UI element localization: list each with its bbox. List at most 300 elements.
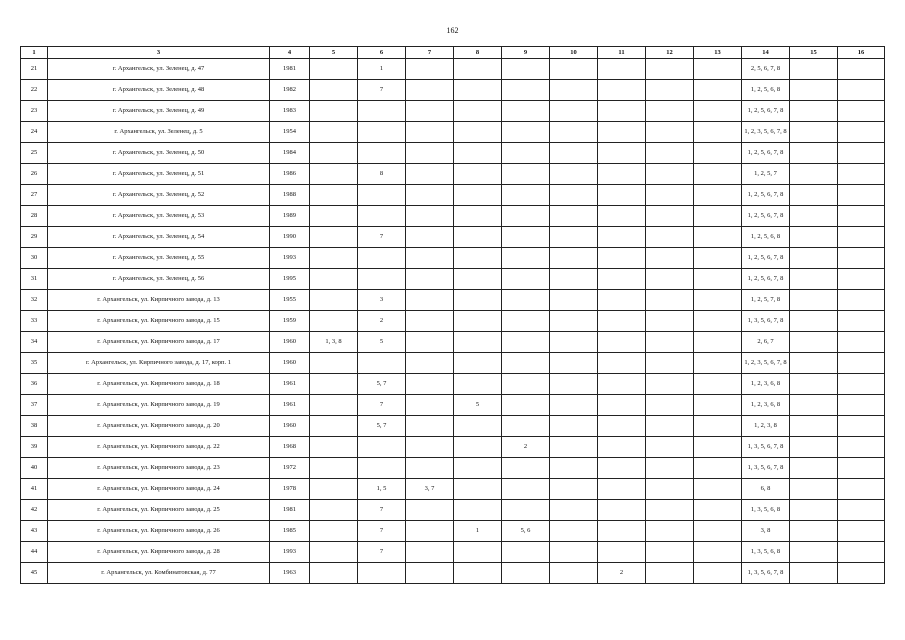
table-cell: г. Архангельск, ул. Кирпичного завода, д. 23 (48, 458, 270, 479)
table-cell (598, 227, 646, 248)
table-cell (598, 500, 646, 521)
table-cell (646, 80, 694, 101)
table-cell (838, 542, 885, 563)
table-cell (838, 416, 885, 437)
table-row (21, 164, 885, 185)
table-cell (838, 563, 885, 584)
table-cell (598, 290, 646, 311)
column-header: 6 (358, 47, 406, 59)
table-cell (646, 227, 694, 248)
table-cell (550, 164, 598, 185)
table-cell: 1960 (270, 416, 310, 437)
table-cell (838, 479, 885, 500)
table-cell: 7 (358, 542, 406, 563)
table-cell (694, 290, 742, 311)
table-cell: 1995 (270, 269, 310, 290)
table-cell (694, 332, 742, 353)
table-cell (406, 332, 454, 353)
table-cell (406, 311, 454, 332)
table-cell (598, 59, 646, 80)
table-cell (694, 458, 742, 479)
table-cell (406, 164, 454, 185)
table-cell (502, 416, 550, 437)
table-cell (310, 164, 358, 185)
table-cell (502, 311, 550, 332)
table-cell: 32 (21, 290, 48, 311)
table-cell (454, 542, 502, 563)
table-cell (454, 437, 502, 458)
table-cell (790, 80, 838, 101)
table-cell: 1 (454, 521, 502, 542)
table-cell (550, 80, 598, 101)
column-header: 5 (310, 47, 358, 59)
table-row (21, 206, 885, 227)
table-cell: г. Архангельск, ул. Зеленец, д. 55 (48, 248, 270, 269)
table-cell (790, 458, 838, 479)
table-cell (454, 227, 502, 248)
table-cell (406, 290, 454, 311)
column-header: 7 (406, 47, 454, 59)
table-cell (502, 80, 550, 101)
table-cell: 26 (21, 164, 48, 185)
table-cell: г. Архангельск, ул. Зеленец, д. 52 (48, 185, 270, 206)
table-cell (646, 164, 694, 185)
table-cell (550, 332, 598, 353)
table-cell (598, 521, 646, 542)
table-cell (790, 542, 838, 563)
table-cell (406, 101, 454, 122)
table-row (21, 101, 885, 122)
table-cell (838, 101, 885, 122)
table-cell: 1993 (270, 542, 310, 563)
table-cell (358, 269, 406, 290)
table-cell (838, 521, 885, 542)
table-cell: 40 (21, 458, 48, 479)
table-cell: 1, 2, 3, 5, 6, 7, 8 (742, 353, 790, 374)
table-cell: 7 (358, 80, 406, 101)
table-cell (694, 521, 742, 542)
table-cell (406, 521, 454, 542)
table-cell: г. Архангельск, ул. Зеленец, д. 48 (48, 80, 270, 101)
table-cell: г. Архангельск, ул. Кирпичного завода, д. 20 (48, 416, 270, 437)
table-cell (646, 122, 694, 143)
table-cell (406, 500, 454, 521)
table-cell: 29 (21, 227, 48, 248)
table-cell (790, 164, 838, 185)
table-cell: 28 (21, 206, 48, 227)
table-cell (454, 122, 502, 143)
table-cell (598, 206, 646, 227)
table-cell (358, 563, 406, 584)
table-cell: 1, 3, 5, 6, 8 (742, 500, 790, 521)
table-cell: 1984 (270, 143, 310, 164)
table-cell: 2 (598, 563, 646, 584)
table-cell (550, 395, 598, 416)
table-cell (502, 500, 550, 521)
table-cell (550, 59, 598, 80)
table-cell (646, 59, 694, 80)
table-cell: г. Архангельск, ул. Зеленец, д. 50 (48, 143, 270, 164)
table-cell (454, 101, 502, 122)
table-cell (838, 206, 885, 227)
table-cell (598, 248, 646, 269)
table-cell: 33 (21, 311, 48, 332)
table-cell (646, 374, 694, 395)
table-cell (406, 248, 454, 269)
table-cell (646, 353, 694, 374)
table-cell (310, 395, 358, 416)
table-cell (310, 416, 358, 437)
table-cell (646, 269, 694, 290)
table-cell (694, 437, 742, 458)
table-cell (406, 374, 454, 395)
table-cell: 21 (21, 59, 48, 80)
table-cell (358, 248, 406, 269)
table-row (21, 59, 885, 80)
table-row (21, 332, 885, 353)
table-cell (550, 143, 598, 164)
table-cell (550, 479, 598, 500)
table-row (21, 374, 885, 395)
table-row (21, 248, 885, 269)
table-cell (550, 269, 598, 290)
table-row (21, 521, 885, 542)
table-cell: 3, 7 (406, 479, 454, 500)
table-cell (550, 500, 598, 521)
table-row (21, 269, 885, 290)
column-header: 11 (598, 47, 646, 59)
table-cell (694, 248, 742, 269)
table-cell (406, 185, 454, 206)
column-header: 4 (270, 47, 310, 59)
table-cell (550, 416, 598, 437)
table-cell: 1, 2, 5, 6, 7, 8 (742, 185, 790, 206)
table-cell (790, 290, 838, 311)
table-cell (838, 248, 885, 269)
table-cell (790, 353, 838, 374)
table-cell (694, 122, 742, 143)
table-cell (406, 227, 454, 248)
table-cell (310, 290, 358, 311)
table-cell: 1960 (270, 353, 310, 374)
table-cell (406, 563, 454, 584)
table-cell (502, 164, 550, 185)
table-cell (694, 206, 742, 227)
table-cell (550, 437, 598, 458)
table-cell (550, 563, 598, 584)
table-cell (310, 80, 358, 101)
table-cell (550, 248, 598, 269)
table-cell: 1, 3, 8 (310, 332, 358, 353)
table-cell (790, 563, 838, 584)
table-cell (310, 269, 358, 290)
column-header: 1 (21, 47, 48, 59)
table-cell (598, 437, 646, 458)
table-cell (310, 248, 358, 269)
table-cell (838, 437, 885, 458)
table-cell: 1, 3, 5, 6, 7, 8 (742, 563, 790, 584)
table-cell: 1 (358, 59, 406, 80)
table-cell (502, 248, 550, 269)
table-cell (694, 416, 742, 437)
table-cell: 1990 (270, 227, 310, 248)
table-cell (790, 374, 838, 395)
table-cell: 31 (21, 269, 48, 290)
table-cell: 27 (21, 185, 48, 206)
table-cell (358, 101, 406, 122)
table-cell: 1, 2, 5, 6, 8 (742, 80, 790, 101)
table-cell: 34 (21, 332, 48, 353)
table-cell (694, 374, 742, 395)
table-cell (310, 353, 358, 374)
page-number: 162 (446, 26, 459, 35)
table-cell (358, 458, 406, 479)
table-cell: 43 (21, 521, 48, 542)
table-cell (454, 353, 502, 374)
table-cell (406, 143, 454, 164)
table-cell (790, 227, 838, 248)
table-cell (646, 185, 694, 206)
table-cell (838, 269, 885, 290)
table-cell (454, 458, 502, 479)
table-cell: г. Архангельск, ул. Кирпичного завода, д. 22 (48, 437, 270, 458)
table-cell: 1981 (270, 500, 310, 521)
table-cell (550, 311, 598, 332)
table-cell (454, 248, 502, 269)
table-cell (502, 101, 550, 122)
column-header: 15 (790, 47, 838, 59)
table-cell: 23 (21, 101, 48, 122)
table-row (21, 122, 885, 143)
table-cell: 1989 (270, 206, 310, 227)
table-cell (790, 143, 838, 164)
table-cell (646, 332, 694, 353)
table-cell: г. Архангельск, ул. Кирпичного завода, д. 28 (48, 542, 270, 563)
table-cell (406, 416, 454, 437)
table-cell (838, 164, 885, 185)
table-cell (502, 269, 550, 290)
table-cell (310, 521, 358, 542)
table-cell: 44 (21, 542, 48, 563)
table-row (21, 227, 885, 248)
table-cell (454, 290, 502, 311)
table-cell (454, 311, 502, 332)
table-cell (454, 59, 502, 80)
table-cell: 45 (21, 563, 48, 584)
table-cell (310, 122, 358, 143)
table-cell: г. Архангельск, ул. Кирпичного завода, д. 13 (48, 290, 270, 311)
table-cell (694, 563, 742, 584)
table-cell (598, 80, 646, 101)
table-cell (598, 164, 646, 185)
table-cell (406, 206, 454, 227)
table-cell: 2 (358, 311, 406, 332)
table-cell (646, 206, 694, 227)
table-cell: 5, 7 (358, 416, 406, 437)
table-cell: г. Архангельск, ул. Зеленец, д. 51 (48, 164, 270, 185)
table-cell (502, 563, 550, 584)
table-cell (598, 374, 646, 395)
table-cell (406, 80, 454, 101)
table-cell (838, 374, 885, 395)
table-cell (790, 101, 838, 122)
table-cell (502, 479, 550, 500)
table-cell (406, 437, 454, 458)
table-cell: 1955 (270, 290, 310, 311)
table-cell: 1, 5 (358, 479, 406, 500)
column-header: 12 (646, 47, 694, 59)
table-cell (694, 269, 742, 290)
table-cell: 1, 2, 3, 5, 6, 7, 8 (742, 122, 790, 143)
table-cell: 1961 (270, 395, 310, 416)
table-cell (406, 395, 454, 416)
table-cell (598, 332, 646, 353)
table-cell (502, 395, 550, 416)
table-cell (838, 59, 885, 80)
table-cell (550, 185, 598, 206)
table-cell: 38 (21, 416, 48, 437)
column-header: 14 (742, 47, 790, 59)
table-cell (694, 353, 742, 374)
table-cell (694, 311, 742, 332)
table-cell (310, 227, 358, 248)
table-cell (358, 206, 406, 227)
table-cell: 1, 2, 5, 6, 7, 8 (742, 206, 790, 227)
table-cell: г. Архангельск, ул. Зеленец, д. 56 (48, 269, 270, 290)
table-row (21, 395, 885, 416)
table-cell (646, 542, 694, 563)
table-cell (838, 185, 885, 206)
table-cell: г. Архангельск, ул. Кирпичного завода, д. 15 (48, 311, 270, 332)
table-cell (598, 143, 646, 164)
column-header: 8 (454, 47, 502, 59)
table-cell (598, 122, 646, 143)
table-cell (310, 500, 358, 521)
table-cell (454, 80, 502, 101)
table-cell (646, 500, 694, 521)
table-cell (694, 479, 742, 500)
table-cell (694, 500, 742, 521)
table-cell: 3 (358, 290, 406, 311)
table-cell (790, 59, 838, 80)
table-cell (502, 332, 550, 353)
table-cell: 1, 2, 3, 8 (742, 416, 790, 437)
table-cell (790, 122, 838, 143)
table-cell: 1978 (270, 479, 310, 500)
table-cell (790, 395, 838, 416)
table-cell: 1960 (270, 332, 310, 353)
table-cell: 7 (358, 521, 406, 542)
table-cell: 1961 (270, 374, 310, 395)
table-row (21, 437, 885, 458)
table-cell: 39 (21, 437, 48, 458)
table-cell: 1, 3, 5, 6, 7, 8 (742, 458, 790, 479)
table-cell: 1959 (270, 311, 310, 332)
table-cell: 30 (21, 248, 48, 269)
table-cell: г. Архангельск, ул. Зеленец, д. 53 (48, 206, 270, 227)
table-cell (694, 227, 742, 248)
table-cell: 1985 (270, 521, 310, 542)
table-cell (358, 437, 406, 458)
table-cell (406, 353, 454, 374)
table-cell (550, 542, 598, 563)
column-header: 10 (550, 47, 598, 59)
table-cell (598, 458, 646, 479)
table-cell (310, 437, 358, 458)
table-cell: 1972 (270, 458, 310, 479)
table-cell: 5, 7 (358, 374, 406, 395)
table-cell (646, 248, 694, 269)
table-cell: 5, 6 (502, 521, 550, 542)
table-row (21, 311, 885, 332)
table-cell: 7 (358, 395, 406, 416)
table-cell (646, 416, 694, 437)
table-row (21, 542, 885, 563)
table-cell (454, 269, 502, 290)
column-header: 9 (502, 47, 550, 59)
table-cell (646, 479, 694, 500)
table-row (21, 416, 885, 437)
table-cell (838, 122, 885, 143)
table-cell: 1, 2, 5, 6, 7, 8 (742, 143, 790, 164)
table-cell (406, 59, 454, 80)
table-cell (358, 122, 406, 143)
table-cell (838, 311, 885, 332)
table-cell: 3, 8 (742, 521, 790, 542)
table-row (21, 563, 885, 584)
table-cell (694, 80, 742, 101)
table-cell (550, 458, 598, 479)
table-cell: 5 (358, 332, 406, 353)
data-table (20, 46, 885, 584)
table-cell (550, 353, 598, 374)
table-cell (838, 353, 885, 374)
table-cell (790, 206, 838, 227)
table-cell: 1, 2, 3, 6, 8 (742, 395, 790, 416)
table-cell: 1986 (270, 164, 310, 185)
table-cell (310, 479, 358, 500)
table-cell (694, 101, 742, 122)
table-cell: г. Архангельск, ул. Кирпичного завода, д. 19 (48, 395, 270, 416)
table-cell (406, 458, 454, 479)
table-cell (790, 185, 838, 206)
table-cell (310, 59, 358, 80)
table-cell (454, 416, 502, 437)
table-cell (454, 185, 502, 206)
table-cell (502, 227, 550, 248)
table-cell: г. Архангельск, ул. Зеленец, д. 54 (48, 227, 270, 248)
table-cell (502, 122, 550, 143)
table-cell (454, 206, 502, 227)
table-cell (550, 290, 598, 311)
table-cell (646, 101, 694, 122)
table-cell: 25 (21, 143, 48, 164)
table-cell (790, 248, 838, 269)
table-cell: 1, 3, 5, 6, 7, 8 (742, 311, 790, 332)
table-cell (598, 542, 646, 563)
table-cell (454, 332, 502, 353)
table-cell: г. Архангельск, ул. Зеленец, д. 5 (48, 122, 270, 143)
table-row (21, 458, 885, 479)
table-cell (358, 143, 406, 164)
table-cell (550, 227, 598, 248)
table-cell (358, 353, 406, 374)
table-cell: 1, 2, 5, 7, 8 (742, 290, 790, 311)
table-cell (694, 185, 742, 206)
table-cell: 1, 2, 5, 6, 7, 8 (742, 248, 790, 269)
table-cell (838, 80, 885, 101)
table-cell (310, 185, 358, 206)
